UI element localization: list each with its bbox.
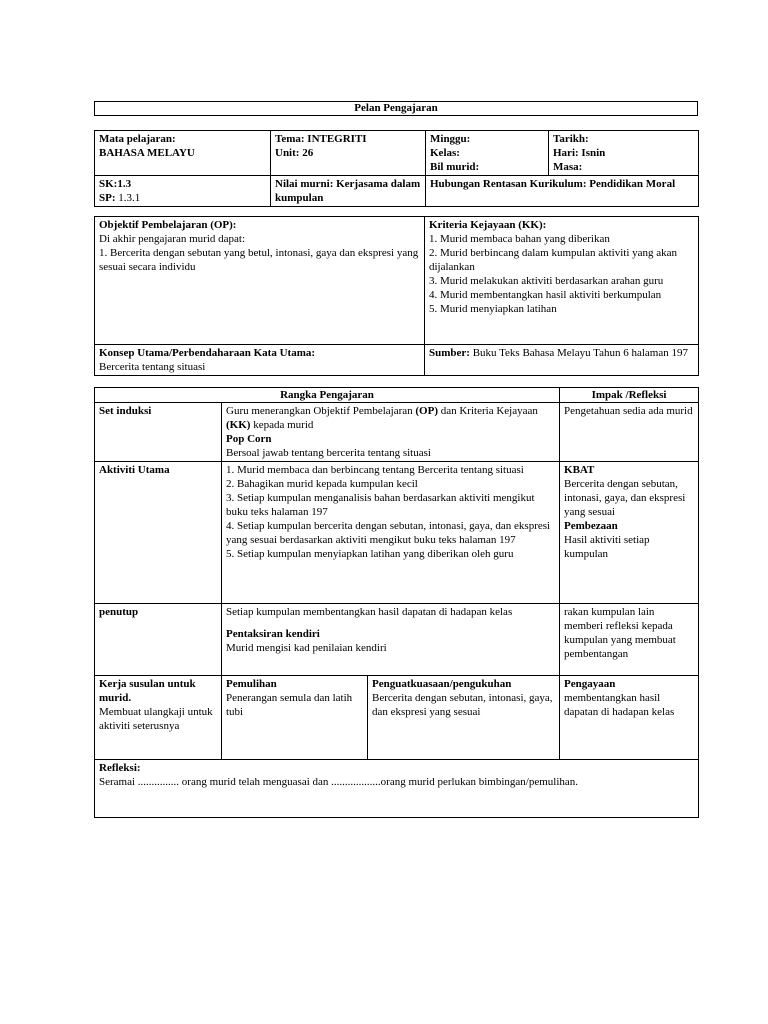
penutup-impact: rakan kumpulan lain memberi refleksi kepada kumpulan yang membuat pembentangan: [560, 604, 699, 676]
kk-item: 4. Murid membentangkan hasil aktiviti berkumpulan: [429, 289, 662, 301]
curriculum-cell: Hubungan Rentasan Kurikulum: Pendidikan Moral: [426, 176, 699, 207]
aktiviti-label: Aktiviti Utama: [95, 462, 222, 604]
pengayaan-title: Pengayaan: [564, 678, 616, 690]
kk-item: 2. Murid berbincang dalam kumpulan aktiviti yang akan dijalankan: [429, 247, 678, 273]
students-label: Bil murid:: [430, 161, 480, 173]
sk-cell: [95, 176, 271, 207]
set-induksi-content: [222, 403, 560, 462]
pemulihan-text: Penerangan semula dan latih tubi: [226, 692, 353, 718]
kk-item: 1. Murid membaca bahan yang diberikan: [429, 233, 610, 245]
theme-cell: [271, 131, 426, 176]
aktiviti-content: [222, 462, 560, 604]
objective-table: [94, 216, 699, 376]
framework-header: Rangka Pengajaran: [95, 388, 560, 403]
pemulihan-title: Pemulihan: [226, 678, 277, 690]
sp: SP: 1.3.1: [99, 192, 141, 204]
aktiviti-item: 2. Bahagikan murid kepada kumpulan kecil: [226, 478, 418, 490]
concept-value: Bercerita tentang situasi: [99, 361, 206, 373]
refleksi-title: Refleksi:: [99, 762, 141, 774]
impact-header: Impak /Refleksi: [560, 388, 699, 403]
header-table: [94, 130, 699, 207]
time-label: Masa:: [553, 161, 583, 173]
penutup-label: penutup: [95, 604, 222, 676]
subject-cell: [95, 131, 271, 176]
plan-table: [94, 387, 699, 818]
values-cell: Nilai murni: Kerjasama dalam kumpulan: [271, 176, 426, 207]
aktiviti-impact: [560, 462, 699, 604]
kbat-text: Bercerita dengan sebutan, intonasi, gaya, dan ekspresi yang sesuai: [564, 478, 686, 518]
refleksi-cell: [95, 760, 699, 818]
penutup-content: [222, 604, 560, 676]
pembezaan-title: Pembezaan: [564, 520, 618, 532]
set-induksi-text: Guru menerangkan Objektif Pembelajaran (OP) dan Kriteria Kejayaan (KK) kepada murid: [226, 405, 538, 431]
pop-corn-text: Bersoal jawab tentang bercerita tentang situasi: [226, 447, 431, 459]
pemulihan-cell: [222, 676, 368, 760]
week-cell: [426, 131, 549, 176]
date-cell: [549, 131, 699, 176]
kk-item: 3. Murid melakukan aktiviti berdasarkan arahan guru: [429, 275, 664, 287]
penutup-text: Setiap kumpulan membentangkan hasil dapatan di hadapan kelas: [226, 606, 513, 618]
kerja-susulan-label: Kerja susulan untuk murid.: [99, 678, 196, 704]
kk-cell: [425, 217, 699, 345]
class-label: Kelas:: [430, 147, 460, 159]
aktiviti-item: 5. Setiap kumpulan menyiapkan latihan yang diberikan oleh guru: [226, 548, 514, 560]
page-title: Pelan Pengajaran: [95, 102, 698, 116]
assessment-text: Murid mengisi kad penilaian kendiri: [226, 642, 387, 654]
sk: SK:1.3: [99, 178, 132, 190]
refleksi-text: Seramai ............... orang murid telah menguasai dan ..................orang murid perlukan bimbingan/pemulihan.: [99, 776, 579, 788]
unit: Unit: 26: [275, 147, 314, 159]
aktiviti-item: 4. Setiap kumpulan bercerita dengan sebutan, intonasi, gaya, dan ekspresi yang sesuai berdasarkan aktiviti mengikut buku teks halaman 197: [226, 520, 551, 546]
title-table: [94, 101, 698, 116]
pengayaan-text: membentangkan hasil dapatan di hadapan kelas: [564, 692, 675, 718]
pengukuhan-title: Penguatkuasaan/pengukuhan: [372, 678, 512, 690]
set-induksi-impact: Pengetahuan sedia ada murid: [560, 403, 699, 462]
theme: Tema: INTEGRITI: [275, 133, 367, 145]
subject-value: BAHASA MELAYU: [99, 147, 195, 159]
op-item: 1. Bercerita dengan sebutan yang betul, intonasi, gaya dan ekspresi yang sesuai secara individu: [99, 247, 419, 273]
pop-corn-title: Pop Corn: [226, 433, 272, 445]
op-cell: [95, 217, 425, 345]
source-cell: Sumber: Buku Teks Bahasa Melayu Tahun 6 halaman 197: [425, 345, 699, 376]
aktiviti-item: 1. Murid membaca dan berbincang tentang Bercerita tentang situasi: [226, 464, 524, 476]
pembezaan-text: Hasil aktiviti setiap kumpulan: [564, 534, 650, 560]
subject-label: Mata pelajaran:: [99, 133, 176, 145]
pengukuhan-cell: [368, 676, 560, 760]
week-label: Minggu:: [430, 133, 471, 145]
kk-title: Kriteria Kejayaan (KK):: [429, 219, 547, 231]
concept-cell: [95, 345, 425, 376]
set-induksi-label: Set induksi: [95, 403, 222, 462]
pengukuhan-text: Bercerita dengan sebutan, intonasi, gaya, dan ekspresi yang sesuai: [372, 692, 553, 718]
date-label: Tarikh:: [553, 133, 589, 145]
day: Hari: Isnin: [553, 147, 606, 159]
kerja-susulan-cell: [95, 676, 222, 760]
concept-title: Konsep Utama/Perbendaharaan Kata Utama:: [99, 347, 316, 359]
pengayaan-cell: [560, 676, 699, 760]
kk-item: 5. Murid menyiapkan latihan: [429, 303, 557, 315]
assessment-title: Pentaksiran kendiri: [226, 628, 320, 640]
op-intro: Di akhir pengajaran murid dapat:: [99, 233, 246, 245]
kbat-title: KBAT: [564, 464, 595, 476]
op-title: Objektif Pembelajaran (OP):: [99, 219, 237, 231]
aktiviti-item: 3. Setiap kumpulan menganalisis bahan berdasarkan aktiviti mengikut buku teks halaman 197: [226, 492, 535, 518]
kerja-susulan-text: Membuat ulangkaji untuk aktiviti seterusnya: [99, 706, 213, 732]
